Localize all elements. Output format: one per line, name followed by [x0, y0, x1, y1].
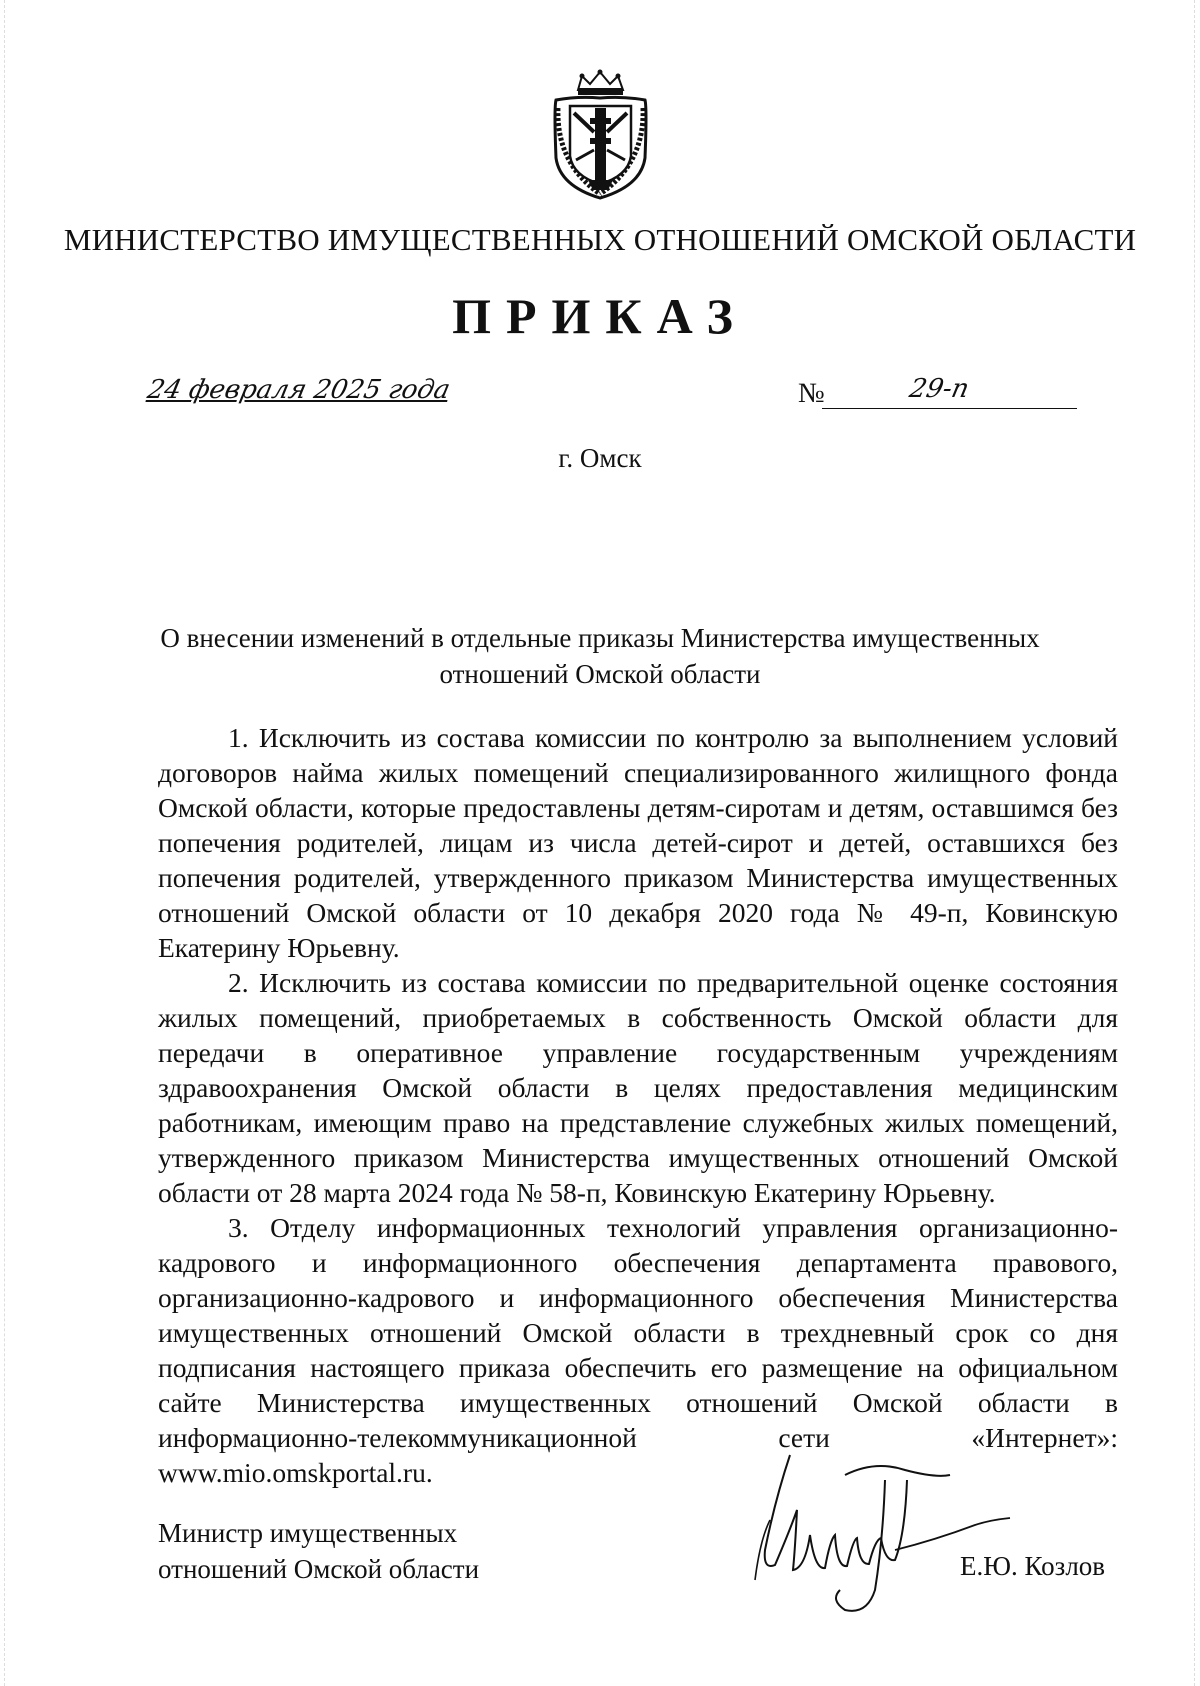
- order-body: [158, 720, 1118, 1490]
- coat-of-arms-icon: [548, 68, 653, 202]
- ministry-name: МИНИСТЕРСТВО ИМУЩЕСТВЕННЫХ ОТНОШЕНИЙ ОМСКОЙ ОБЛАСТИ: [63, 222, 1137, 257]
- order-date-handwritten: 24 февраля 2025 года: [144, 375, 453, 405]
- order-number-handwritten: 29-п: [906, 374, 972, 404]
- subject-line-2: отношений Омской области: [439, 659, 761, 689]
- order-number-label: №: [798, 378, 825, 409]
- order-paragraph-3: 3. Отделу информационных технологий управления организационно-кадрового и информационного обеспечения департамента правового, организационно-кадрового и информационного обеспечения Министерства имущественных отношений Омской области в трехдневный срок со дня подписания настоящего приказа обеспечить его размещение на официальном сайте Министерства имущественных отношений Омской области в информационно-телекоммуникационной сети «Интернет»: www.mio.omskportal.ru.: [158, 1212, 1118, 1488]
- order-subject: [140, 620, 1060, 692]
- signatory-title: [158, 1515, 479, 1587]
- signatory-name: Е.Ю. Козлов: [960, 1551, 1106, 1581]
- order-city: г. Омск: [558, 443, 642, 473]
- signatory-title-line-2: отношений Омской области: [158, 1554, 480, 1584]
- order-paragraph-1: 1. Исключить из состава комиссии по контролю за выполнением условий договоров найма жилых помещений специализированного жилищного фонда Омской области, которые предоставлены детям-сиротам и детям, оставшимся без попечения родителей, лицам из числа детей-сирот и детей, оставшихся без попечения родителей, утвержденного приказом Министерства имущественных отношений Омской области от 10 декабря 2020 года № 49-п, Ковинскую Екатерину Юрьевну.: [158, 722, 1118, 963]
- subject-line-1: О внесении изменений в отдельные приказы Министерства имущественных: [160, 623, 1040, 653]
- order-title: ПРИКАЗ: [452, 288, 748, 344]
- order-paragraph-2: 2. Исключить из состава комиссии по предварительной оценке состояния жилых помещений, приобретаемых в собственность Омской области для передачи в оперативное управление государственным учреждениям здравоохранения Омской области в целях предоставления медицинским работникам, имеющим право на представление служебных жилых помещений, утвержденного приказом Министерства имущественных отношений Омской области от 28 марта 2024 года № 58-п, Ковинскую Екатерину Юрьевну.: [158, 967, 1118, 1208]
- order-number-underline: [822, 408, 1077, 409]
- signatory-title-line-1: Министр имущественных: [158, 1518, 458, 1548]
- handwritten-signature: [735, 1440, 1015, 1630]
